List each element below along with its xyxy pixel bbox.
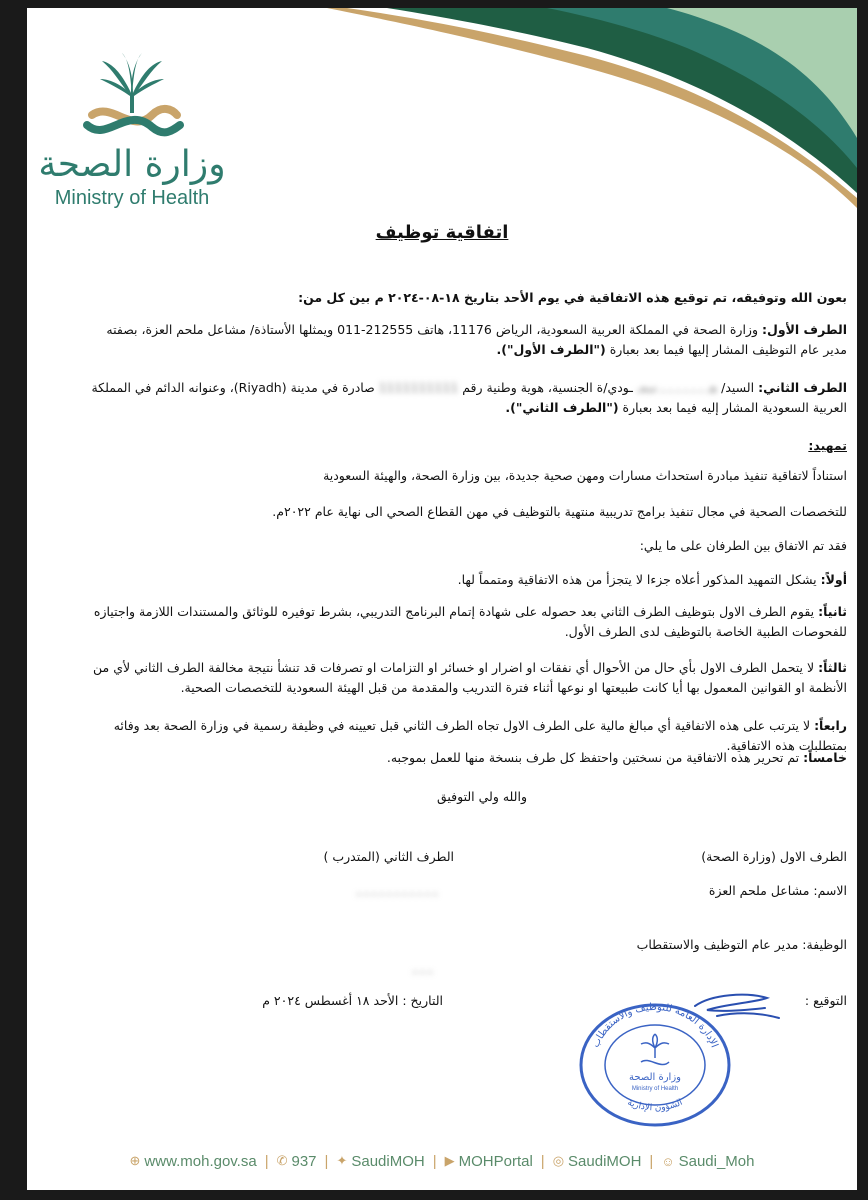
party-two-paragraph xyxy=(85,378,847,418)
divider: | xyxy=(432,1152,437,1170)
clause-first xyxy=(85,570,847,590)
footer-youtube[interactable] xyxy=(445,1153,533,1170)
clause-label: خامساً: xyxy=(803,750,847,765)
clause-text: يشكل التمهيد المذكور أعلاه جزءا لا يتجزأ من هذه الاتفاقية ومتمماً لها. xyxy=(457,572,817,587)
stamp-center-text: وزارة الصحة xyxy=(629,1072,681,1083)
divider: | xyxy=(264,1152,269,1170)
preamble-line-1: استناداً لاتفاقية تنفيذ مبادرة استحداث مسارات ومهن صحية جديدة، بين وزارة الصحة، والهيئة السعودية xyxy=(323,468,847,483)
globe-icon: ⊕ xyxy=(129,1153,141,1168)
footer-website[interactable] xyxy=(130,1153,257,1170)
footer-snapchat[interactable] xyxy=(661,1153,754,1170)
stamp-outer-text: الإدارة العامة للتوظيف والاستقطاب xyxy=(590,1001,720,1050)
clause-label: أولاً: xyxy=(820,572,847,587)
first-party-name: الاسم: مشاعل ملحم العزة xyxy=(708,883,847,898)
party-one-label: الطرف الأول: xyxy=(761,322,847,337)
party-two-text: صادرة في مدينة (Riyadh)، وعنوانه الدائم في المملكة العربية السعودية المشار إليه فيما بعد بعبارة xyxy=(91,380,847,415)
divider: | xyxy=(649,1152,654,1170)
moh-logo xyxy=(27,53,237,218)
phone-icon: ✆ xyxy=(276,1153,288,1168)
document-title: اتفاقية توظيف xyxy=(375,222,509,243)
footer-contact-bar xyxy=(27,1144,857,1178)
snapchat-text: Saudi_Moh xyxy=(678,1152,755,1170)
clause-label: ثانياً: xyxy=(818,604,847,619)
second-party-name-redacted: ـ ـ ـ ـ ـ ـ ـ ـ ـ ـ ـ xyxy=(356,883,437,898)
youtube-text: MOHPortal xyxy=(458,1152,533,1170)
first-party-heading: الطرف الاول (وزارة الصحة) xyxy=(701,849,847,864)
redacted-name: هـ ـ ـ ـ ـ ـ ـ سعـ xyxy=(636,380,718,395)
footer-instagram[interactable] xyxy=(553,1153,642,1170)
clause-fifth xyxy=(85,748,847,768)
website-text: www.moh.gov.sa xyxy=(144,1152,257,1170)
divider: | xyxy=(540,1152,545,1170)
clause-text: يقوم الطرف الاول بتوظيف الطرف الثاني بعد حصوله على شهادة إتمام البرنامج التدريبي، بشرط توفيره للوثائق والمستندات اللازمة واجتيازه للفحوصات الطبية الخاصة بالتوظيف لدى الطرف الأول. xyxy=(93,604,847,639)
svg-text:الشؤون الإدارية xyxy=(626,1098,684,1114)
party-one-alias: ("الطرف الأول"). xyxy=(496,342,606,357)
divider: | xyxy=(324,1152,329,1170)
youtube-icon: ▶ xyxy=(444,1153,455,1168)
logo-english-text: Ministry of Health xyxy=(54,187,210,209)
second-party-heading: الطرف الثاني (المتدرب ) xyxy=(323,849,454,864)
closing-line: والله ولي التوفيق xyxy=(436,789,527,804)
clause-label: ثالثاً: xyxy=(818,660,847,675)
footer-phone[interactable] xyxy=(277,1153,317,1170)
footer-twitter[interactable] xyxy=(336,1153,424,1170)
clause-second xyxy=(85,602,847,642)
party-two-label: الطرف الثاني: xyxy=(758,380,847,395)
instagram-text: SaudiMOH xyxy=(568,1152,642,1170)
stamp-center-en: Ministry of Health xyxy=(631,1086,679,1092)
clause-text: لا يتحمل الطرف الاول بأي حال من الأحوال أي نفقات او اضرار او خسائر او التزامات او تصرفات قد تنشأ نتيجة مخالفة الطرف الثاني لأي من الأنظمة او القوانين المعمول بها أيا كانت طبيعتها او نوعها أثناء فترة التدريب والمقدمة من قبل الهيئة السعودية للتخصصات الصحية. xyxy=(93,660,847,695)
phone-text: 937 xyxy=(291,1152,317,1170)
preamble-heading: تمهيد: xyxy=(808,438,847,453)
palm-tree-icon xyxy=(72,53,192,148)
intro-paragraph: بعون الله وتوفيقه، تم توقيع هذه الاتفاقية في يوم الأحد بتاريخ ١٨-٠٨-٢٠٢٤ م بين كل من: xyxy=(298,290,847,305)
clause-text: لا يترتب على هذه الاتفاقية أي مبالغ مالية على الطرف الاول تجاه الطرف الثاني قبل تعيينه في وظيفة رسمية في وزارة الصحة بعد وفائه بمتطلبات هذه الاتفاقية. xyxy=(113,718,847,753)
first-party-job: الوظيفة: مدير عام التوظيف والاستقطاب xyxy=(636,937,847,952)
party-one-text: وزارة الصحة في المملكة العربية السعودية، الرياض 11176، هاتف 212555-011 ويمثلها الأستاذة/ مشاعل ملحم العزة، بصفته مدير عام التوظيف المشار إليها فيما بعد بعبارة xyxy=(106,322,847,357)
preamble-line-2: للتخصصات الصحية في مجال تنفيذ برامج تدريبية منتهية بالتوظيف في مهن القطاع الصحي الى نهاية عام ٢٠٢٢م. xyxy=(272,504,847,519)
redacted-id: 1111111111 xyxy=(378,380,459,395)
signature-label: التوقيع : xyxy=(804,993,847,1008)
twitter-text: SaudiMOH xyxy=(351,1152,425,1170)
second-party-date: التاريخ : الأحد ١٨ أغسطس ٢٠٢٤ م xyxy=(262,993,443,1008)
snapchat-icon: ☺ xyxy=(661,1153,675,1169)
clause-third xyxy=(85,658,847,698)
clause-text: تم تحرير هذه الاتفاقية من نسختين واحتفظ كل طرف بنسخة منها للعمل بموجبه. xyxy=(386,750,800,765)
party-two-nationality: ـودي/ة الجنسية، هوية وطنية رقم xyxy=(462,380,633,395)
stamp-bottom-text: الشؤون الإدارية xyxy=(625,1097,685,1114)
official-stamp xyxy=(575,1000,735,1130)
agreed-line: فقد تم الاتفاق بين الطرفان على ما يلي: xyxy=(639,538,847,553)
party-one-paragraph xyxy=(85,320,847,360)
second-party-signature-redacted: ـ ـ ـ xyxy=(413,961,432,976)
party-two-alias: ("الطرف الثاني"). xyxy=(505,400,619,415)
logo-arabic-text: وزارة الصحة xyxy=(38,144,226,185)
twitter-icon: ✦ xyxy=(336,1153,348,1168)
instagram-icon: ◎ xyxy=(552,1153,565,1168)
document-page xyxy=(27,8,857,1190)
clause-label: رابعاً: xyxy=(814,718,847,733)
party-two-prefix: السيد/ xyxy=(721,380,755,395)
